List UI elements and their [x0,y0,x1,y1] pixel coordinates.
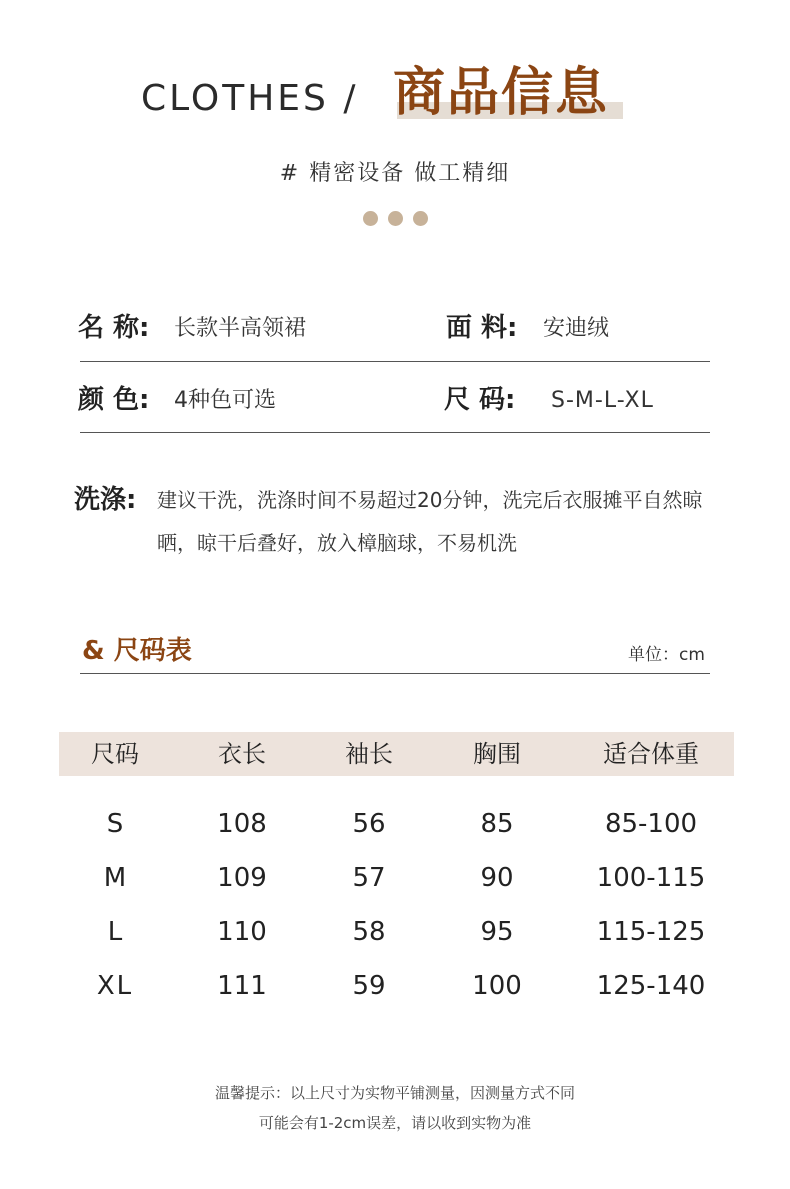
dot-icon [363,211,378,226]
column-header: 尺码 [91,740,139,768]
table-cell: 110 [217,917,267,947]
name-value: 长款半高领裙 [174,316,307,341]
decorative-dots [0,211,790,226]
table-cell: 90 [480,863,514,893]
wash-label: 洗涤: [74,485,137,515]
table-cell: 109 [217,863,267,893]
name-label: 名 称: [78,313,150,343]
unit-label: 单位：cm [628,645,705,665]
note-line-1: 温馨提示：以上尺寸为实物平铺测量，因测量方式不同 [214,1084,575,1102]
dot-icon [413,211,428,226]
color-value: 4种色可选 [174,388,276,413]
size-label: 尺 码: [444,385,516,415]
table-cell: 108 [217,809,267,839]
table-cell: 57 [352,863,386,893]
table-cell: 85 [480,809,514,839]
subtitle: # 精密设备 做工精细 [279,161,511,186]
table-cell: L [107,917,123,947]
table-cell: 100-115 [596,863,706,893]
page-title: 商品信息 [393,63,610,123]
table-cell: 56 [352,809,386,839]
column-header: 衣长 [218,740,266,768]
table-cell: 58 [352,917,386,947]
fabric-value: 安迪绒 [543,316,610,341]
table-cell: S [106,809,124,839]
size-chart-heading: & 尺码表 [82,636,192,666]
table-cell: 125-140 [596,971,706,1001]
divider [80,361,710,362]
column-header: 袖长 [345,740,393,768]
divider [80,432,710,433]
table-cell: XL [96,971,134,1001]
note-line-2: 可能会有1-2cm误差，请以收到实物为准 [258,1114,532,1132]
dot-icon [388,211,403,226]
divider [80,673,710,674]
wash-instructions: 建议干洗，洗涤时间不易超过20分钟，洗完后衣服摊平自然晾晒，晾干后叠好，放入樟脑球，不易机洗 [157,488,703,555]
table-cell: 85-100 [604,809,698,839]
color-label: 颜 色: [78,385,150,415]
table-cell: 100 [472,971,522,1001]
english-title: CLOTHES / [141,78,359,119]
table-cell: M [103,863,127,893]
table-cell: 111 [217,971,267,1001]
size-value: S-M-L-XL [551,388,654,413]
table-cell: 115-125 [596,917,706,947]
column-header: 胸围 [473,740,521,768]
column-header: 适合体重 [603,740,699,768]
table-cell: 95 [480,917,514,947]
table-cell: 59 [352,971,386,1001]
fabric-label: 面 料: [446,313,518,343]
